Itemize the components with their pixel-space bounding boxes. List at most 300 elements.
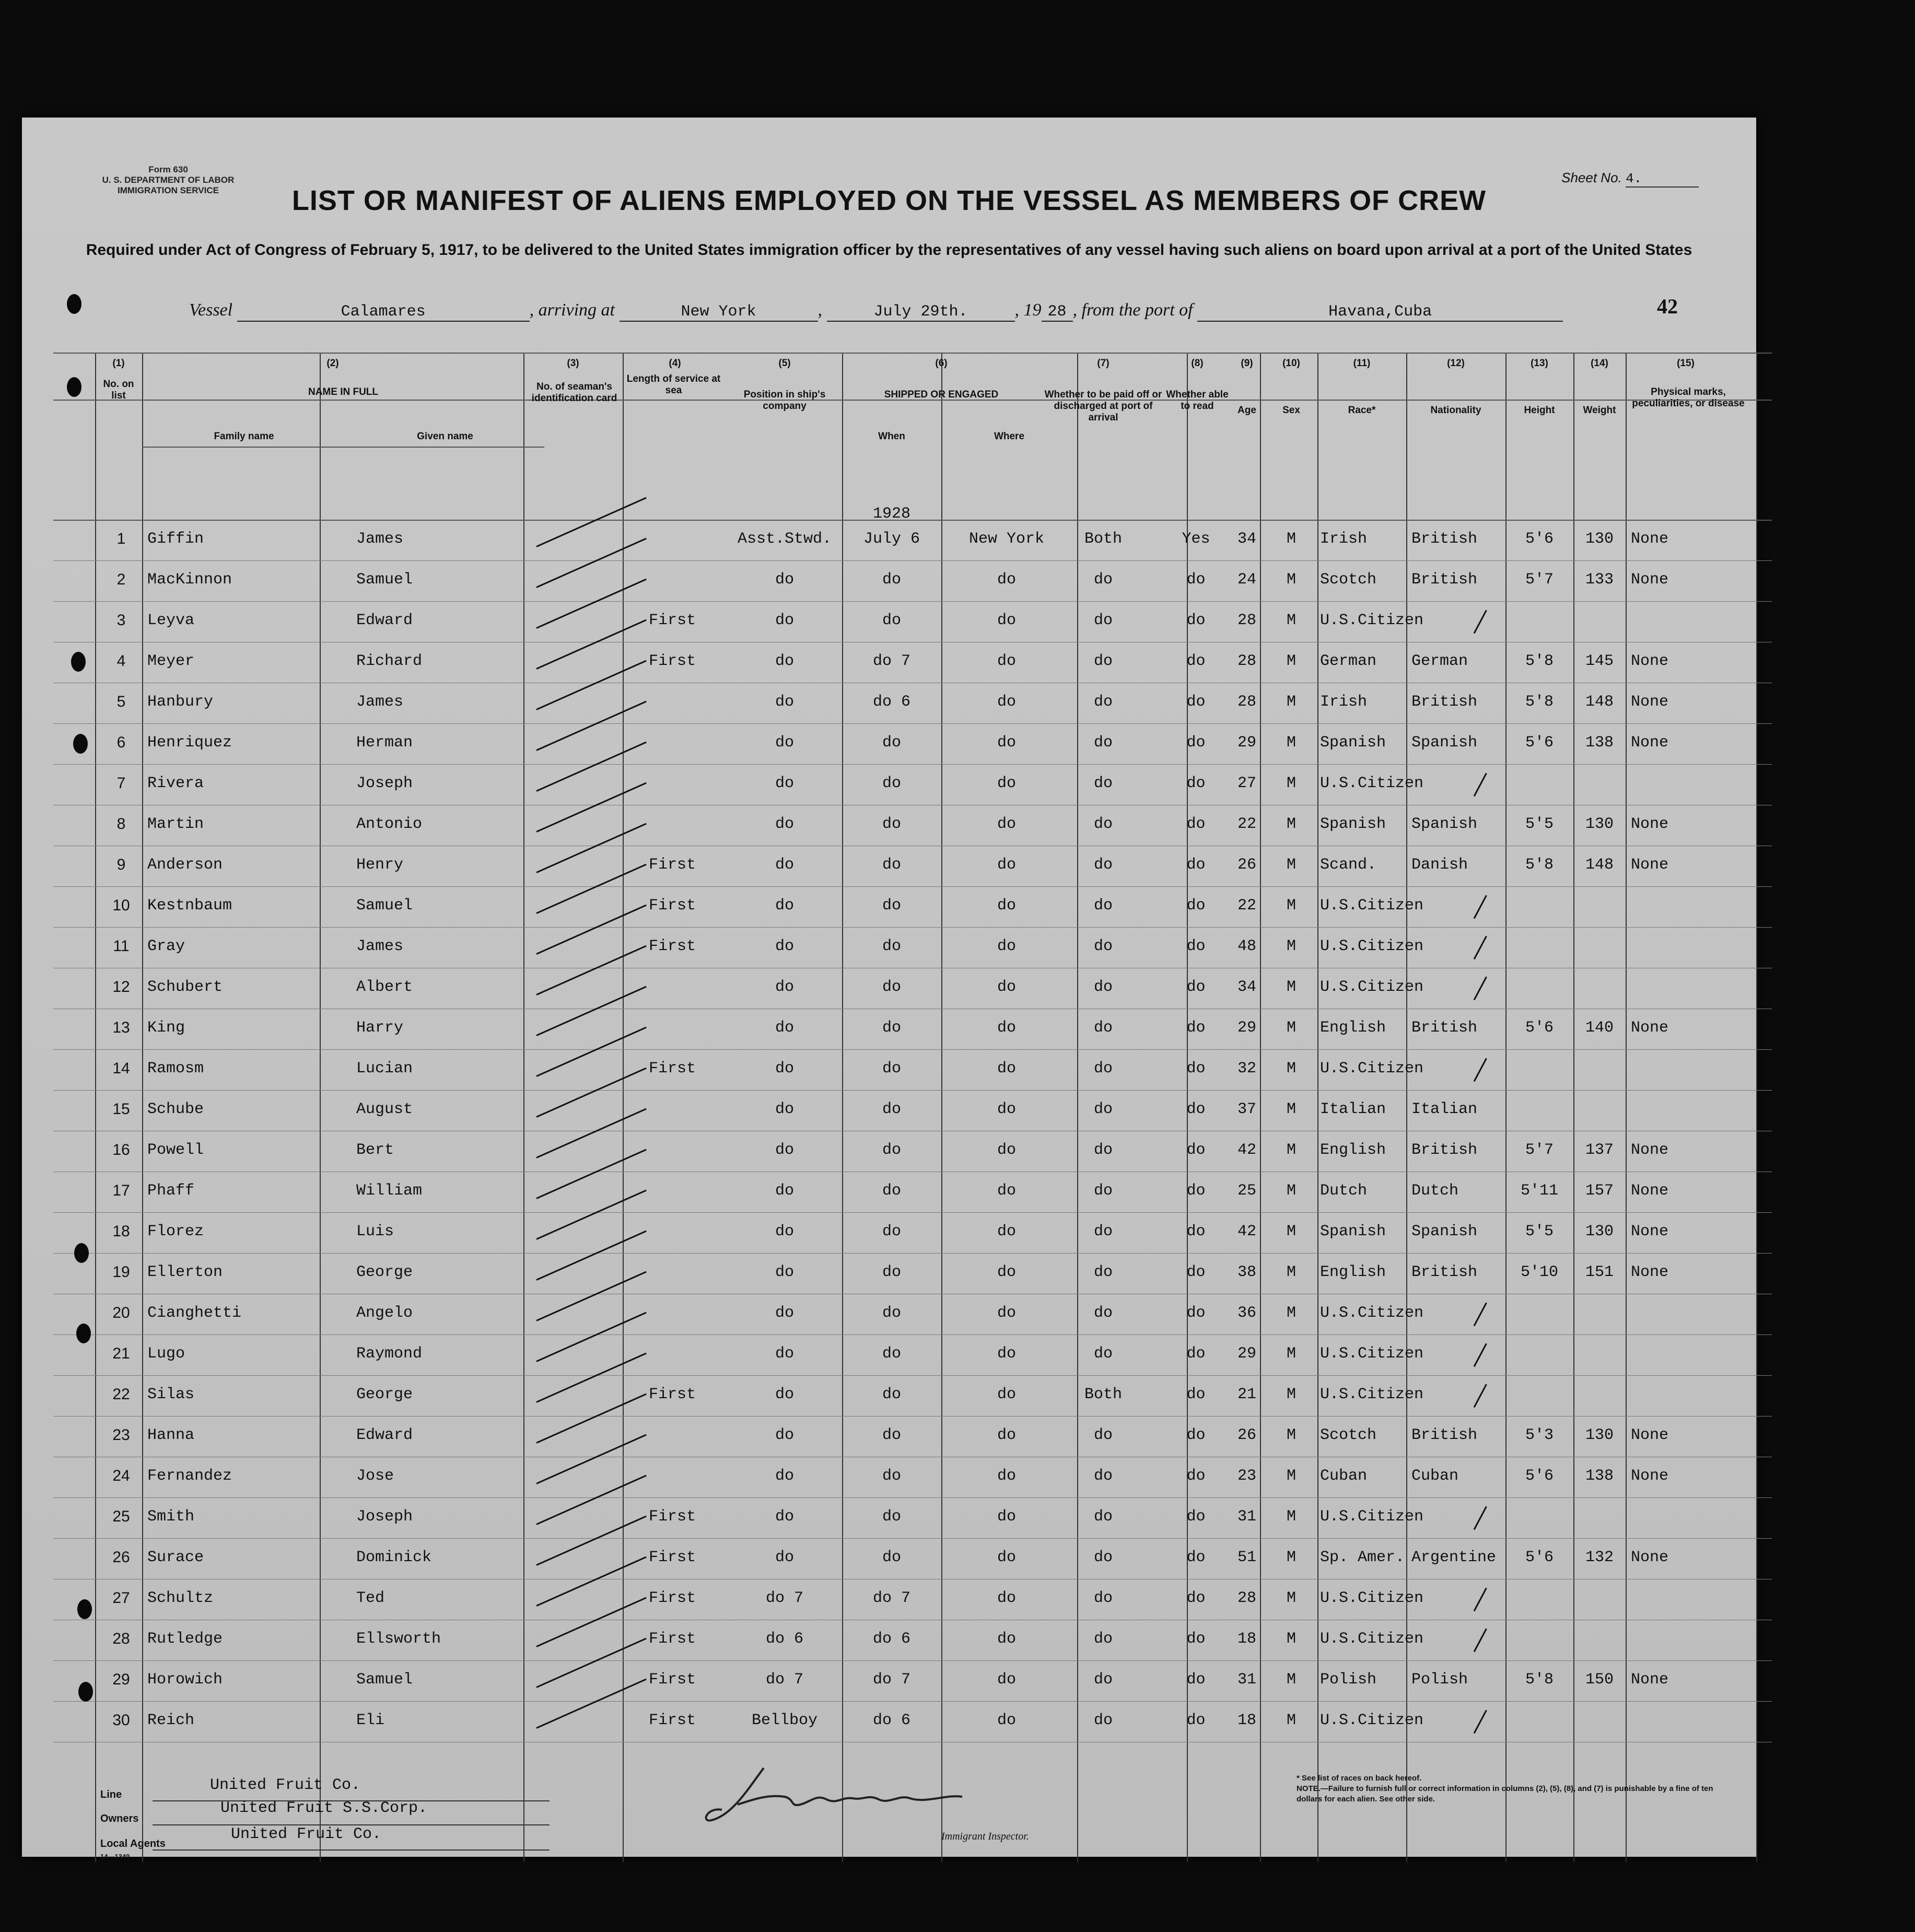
cell-marks: None (1631, 652, 1669, 670)
cell-when: do 6 (872, 1630, 910, 1648)
cell-no: 6 (116, 734, 126, 751)
cell-race: U.S.Citizen (1320, 897, 1424, 915)
cell-age: 26 (1237, 856, 1256, 874)
header-nationality: Nationality (1430, 405, 1481, 416)
cell-where: do (997, 1671, 1016, 1689)
vessel-name: Calamares (237, 303, 530, 322)
cell-nationality: Spanish (1411, 1223, 1478, 1240)
row-rule (53, 1049, 1772, 1050)
cell-nationality: British (1411, 530, 1478, 548)
cell-marks: None (1631, 1263, 1669, 1281)
row-rule (53, 1375, 1772, 1376)
header-where: Where (994, 431, 1025, 442)
cell-where: do (997, 693, 1016, 711)
cell-race: U.S.Citizen (1320, 1386, 1424, 1403)
cell-when: do (882, 1304, 901, 1322)
cell-sex: M (1286, 1223, 1296, 1240)
cell-nationality: British (1411, 1141, 1478, 1159)
cell-race: U.S.Citizen (1320, 1060, 1424, 1078)
cell-age: 22 (1237, 815, 1256, 833)
cell-paid: do (1093, 1019, 1113, 1037)
cell-age: 36 (1237, 1304, 1256, 1322)
cell-paid: do (1093, 1508, 1113, 1526)
cell-position: do (775, 938, 794, 955)
header-physical-marks: Physical marks, peculiarities, or disease (1632, 387, 1745, 409)
cell-position: do (775, 856, 794, 874)
header-shipped: SHIPPED OR ENGAGED (884, 389, 999, 400)
cell-marks: None (1631, 1671, 1669, 1689)
cell-position: do (775, 734, 794, 752)
cell-weight: 137 (1585, 1141, 1614, 1159)
cell-race: U.S.Citizen (1320, 978, 1424, 996)
cell-nationality: Polish (1411, 1671, 1468, 1689)
cell-read: do (1186, 775, 1206, 792)
row-rule (53, 1212, 1772, 1213)
cell-given: Ellsworth (356, 1630, 441, 1648)
cell-position: do (775, 978, 794, 996)
cell-given: Harry (356, 1019, 404, 1037)
cell-marks: None (1631, 1549, 1669, 1566)
cell-sex: M (1286, 815, 1296, 833)
header-age: Age (1237, 405, 1256, 416)
cell-read: Yes (1182, 530, 1210, 548)
cell-sex: M (1286, 978, 1296, 996)
tick-icon (1474, 1629, 1487, 1653)
cell-where: New York (968, 530, 1045, 548)
cell-read: do (1186, 734, 1206, 752)
cell-no: 19 (112, 1263, 130, 1281)
cell-read: do (1186, 1386, 1206, 1403)
cell-service: First (648, 612, 696, 629)
cell-read: do (1186, 1141, 1206, 1159)
checkmark-icon (536, 660, 646, 710)
checkmark-icon (536, 1108, 646, 1158)
cell-position: do 6 (765, 1630, 803, 1648)
cell-given: Edward (356, 1426, 413, 1444)
checkmark-icon (536, 1149, 646, 1199)
cell-sex: M (1286, 1345, 1296, 1363)
inspector-label: Immigrant Inspector. (941, 1831, 1029, 1842)
cell-position: do (775, 1304, 794, 1322)
cell-where: do (997, 978, 1016, 996)
cell-marks: None (1631, 1426, 1669, 1444)
cell-when: do (882, 1508, 901, 1526)
cell-where: do (997, 1182, 1016, 1200)
cell-given: William (356, 1182, 423, 1200)
cell-family: Fernandez (147, 1467, 232, 1485)
cell-no: 18 (112, 1223, 130, 1240)
cell-when: do (882, 978, 901, 996)
cell-where: do (997, 1426, 1016, 1444)
from-label: from the port of (1081, 300, 1193, 320)
cell-where: do (997, 1630, 1016, 1648)
row-rule (53, 1701, 1772, 1702)
cell-age: 29 (1237, 1345, 1256, 1363)
punch-hole (77, 1599, 92, 1619)
cell-when: do (882, 856, 901, 874)
cell-position: Asst.Stwd. (737, 530, 832, 548)
tick-icon (1474, 773, 1487, 797)
cell-where: do (997, 652, 1016, 670)
cell-family: MacKinnon (147, 571, 232, 589)
cell-weight: 138 (1585, 734, 1614, 752)
agents-value: United Fruit Co. (231, 1825, 382, 1843)
page-subtitle: Required under Act of Congress of February 5, 1917, to be delivered to the United States immigration officer by the representatives of any vessel having such aliens on board upon arrival at a port of the United States (86, 241, 1692, 259)
row-rule (53, 1538, 1772, 1539)
cell-no: 25 (112, 1508, 130, 1525)
cell-no: 28 (112, 1630, 130, 1647)
cell-no: 3 (116, 612, 126, 629)
cell-sex: M (1286, 1304, 1296, 1322)
row-rule (53, 764, 1772, 765)
cell-sex: M (1286, 1019, 1296, 1037)
cell-marks: None (1631, 1467, 1669, 1485)
cell-position: do 7 (765, 1589, 803, 1607)
column-number: (3) (567, 358, 579, 369)
cell-no: 13 (112, 1019, 130, 1036)
cell-position: do (775, 1263, 794, 1281)
cell-read: do (1186, 1467, 1206, 1485)
cell-race: U.S.Citizen (1320, 1630, 1424, 1648)
cell-race: English (1320, 1019, 1386, 1037)
cell-given: Henry (356, 856, 404, 874)
punch-hole (74, 1243, 89, 1263)
cell-nationality: British (1411, 1263, 1478, 1281)
cell-nationality: British (1411, 1019, 1478, 1037)
cell-read: do (1186, 1019, 1206, 1037)
tick-icon (1474, 1506, 1487, 1530)
cell-height: 5'6 (1525, 1467, 1554, 1485)
cell-service: First (648, 1508, 696, 1526)
cell-read: do (1186, 1630, 1206, 1648)
cell-paid: do (1093, 1060, 1113, 1078)
tick-icon (1474, 1343, 1487, 1367)
cell-given: Luis (356, 1223, 394, 1240)
cell-weight: 130 (1585, 1426, 1614, 1444)
cell-sex: M (1286, 571, 1296, 589)
cell-age: 51 (1237, 1549, 1256, 1566)
cell-paid: do (1093, 734, 1113, 752)
cell-read: do (1186, 856, 1206, 874)
cell-when: do (882, 571, 901, 589)
cell-where: do (997, 1223, 1016, 1240)
column-number: (5) (778, 358, 791, 369)
cell-paid: do (1093, 1426, 1113, 1444)
cell-when: do 7 (872, 652, 910, 670)
cell-where: do (997, 612, 1016, 629)
cell-service: First (648, 652, 696, 670)
cell-position: do (775, 693, 794, 711)
column-number: (8) (1191, 358, 1204, 369)
cell-position: do (775, 652, 794, 670)
header-able-to-read: Whether able to read (1166, 389, 1229, 412)
arriving-label: arriving at (538, 300, 615, 320)
cell-paid: do (1093, 1671, 1113, 1689)
cell-position: do 7 (765, 1671, 803, 1689)
cell-nationality: British (1411, 693, 1478, 711)
cell-paid: do (1093, 693, 1113, 711)
cell-age: 31 (1237, 1508, 1256, 1526)
cell-weight: 148 (1585, 856, 1614, 874)
cell-race: Scotch (1320, 1426, 1377, 1444)
column-divider (842, 353, 843, 1862)
sheet-value: 4. (1626, 171, 1699, 188)
cell-no: 2 (116, 571, 126, 588)
cell-age: 28 (1237, 693, 1256, 711)
column-number: (2) (326, 358, 339, 369)
cell-race: U.S.Citizen (1320, 1589, 1424, 1607)
column-number: (15) (1677, 358, 1695, 369)
cell-race: English (1320, 1263, 1386, 1281)
cell-sex: M (1286, 1386, 1296, 1403)
cell-paid: do (1093, 938, 1113, 955)
manifest-sheet (22, 118, 1756, 1860)
header-sex: Sex (1282, 405, 1300, 416)
cell-paid: do (1093, 1223, 1113, 1240)
cell-read: do (1186, 1712, 1206, 1729)
cell-family: Gray (147, 938, 185, 955)
page-number: 42 (1657, 295, 1678, 318)
tick-icon (1474, 610, 1487, 634)
cell-age: 42 (1237, 1223, 1256, 1240)
cell-read: do (1186, 1345, 1206, 1363)
cell-where: do (997, 571, 1016, 589)
cell-paid: do (1093, 571, 1113, 589)
cell-read: do (1186, 1100, 1206, 1118)
cell-family: Horowich (147, 1671, 223, 1689)
cell-race: Polish (1320, 1671, 1377, 1689)
cell-service: First (648, 1630, 696, 1648)
cell-given: Samuel (356, 897, 413, 915)
cell-height: 5'8 (1525, 1671, 1554, 1689)
cell-weight: 130 (1585, 815, 1614, 833)
cell-where: do (997, 734, 1016, 752)
cell-family: Cianghetti (147, 1304, 242, 1322)
cell-weight: 140 (1585, 1019, 1614, 1037)
cell-position: Bellboy (751, 1712, 818, 1729)
cell-family: Phaff (147, 1182, 195, 1200)
cell-service: First (648, 1060, 696, 1078)
cell-age: 37 (1237, 1100, 1256, 1118)
cell-race: U.S.Citizen (1320, 612, 1424, 629)
cell-given: James (356, 530, 404, 548)
cell-position: do (775, 612, 794, 629)
cell-paid: do (1093, 1467, 1113, 1485)
checkmark-icon (536, 1231, 646, 1281)
cell-race: Sp. Amer. (1320, 1549, 1405, 1566)
cell-paid: do (1093, 775, 1113, 792)
header-no-on-list: No. on list (103, 379, 134, 401)
cell-weight: 150 (1585, 1671, 1614, 1689)
cell-family: Schubert (147, 978, 223, 996)
cell-paid: do (1093, 1345, 1113, 1363)
agents-underline (153, 1849, 550, 1851)
cell-service: First (648, 938, 696, 955)
cell-read: do (1186, 693, 1206, 711)
header-when: When (878, 431, 905, 442)
checkmark-icon (536, 701, 646, 751)
cell-given: Antonio (356, 815, 423, 833)
cell-paid: do (1093, 612, 1113, 629)
cell-service: First (648, 897, 696, 915)
cell-when: do (882, 938, 901, 955)
cell-when: do 7 (872, 1589, 910, 1607)
cell-read: do (1186, 1671, 1206, 1689)
cell-read: do (1186, 1304, 1206, 1322)
checkmark-icon (536, 1271, 646, 1321)
cell-read: do (1186, 1223, 1206, 1240)
column-divider (95, 353, 96, 1862)
cell-read: do (1186, 1508, 1206, 1526)
cell-family: Lugo (147, 1345, 185, 1363)
row-rule (53, 560, 1772, 561)
cell-marks: None (1631, 571, 1669, 589)
cell-given: Ted (356, 1589, 385, 1607)
cell-given: James (356, 693, 404, 711)
cell-sex: M (1286, 530, 1296, 548)
header-family-name: Family name (214, 431, 274, 442)
tick-icon (1474, 936, 1487, 960)
cell-no: 12 (112, 978, 130, 996)
cell-where: do (997, 1304, 1016, 1322)
cell-family: Rutledge (147, 1630, 223, 1648)
cell-no: 27 (112, 1589, 130, 1607)
cell-given: Samuel (356, 571, 413, 589)
cell-paid: do (1093, 815, 1113, 833)
cell-sex: M (1286, 938, 1296, 955)
column-number: (10) (1282, 358, 1300, 369)
column-number: (7) (1097, 358, 1110, 369)
cell-paid: do (1093, 652, 1113, 670)
cell-where: do (997, 856, 1016, 874)
column-divider (1317, 353, 1318, 1862)
cell-race: Scand. (1320, 856, 1377, 874)
column-number: (13) (1531, 358, 1548, 369)
cell-where: do (997, 1549, 1016, 1566)
cell-where: do (997, 775, 1016, 792)
cell-nationality: Cuban (1411, 1467, 1459, 1485)
crew-table (22, 118, 1756, 1857)
cell-when: do (882, 1467, 901, 1485)
cell-age: 34 (1237, 530, 1256, 548)
cell-given: Albert (356, 978, 413, 996)
cell-marks: None (1631, 530, 1669, 548)
page-title: LIST OR MANIFEST OF ALIENS EMPLOYED ON THE VESSEL AS MEMBERS OF CREW (291, 185, 1487, 216)
cell-race: Dutch (1320, 1182, 1368, 1200)
cell-height: 5'6 (1525, 530, 1554, 548)
cell-position: do (775, 1182, 794, 1200)
cell-race: U.S.Citizen (1320, 1304, 1424, 1322)
cell-when: do (882, 1263, 901, 1281)
cell-nationality: German (1411, 652, 1468, 670)
cell-sex: M (1286, 856, 1296, 874)
cell-age: 27 (1237, 775, 1256, 792)
cell-no: 8 (116, 815, 126, 833)
tick-icon (1474, 1588, 1487, 1612)
cell-nationality: Argentine (1411, 1549, 1497, 1566)
year-suffix: 28 (1042, 303, 1073, 322)
inspector-signature (701, 1758, 973, 1839)
agents-label: Local Agents (100, 1838, 166, 1849)
cell-given: Herman (356, 734, 413, 752)
cell-no: 20 (112, 1304, 130, 1321)
cell-when: do (882, 897, 901, 915)
cell-where: do (997, 1060, 1016, 1078)
cell-position: do (775, 897, 794, 915)
cell-when: do (882, 1345, 901, 1363)
cell-no: 30 (112, 1712, 130, 1729)
punch-hole (67, 294, 81, 314)
cell-when: do (882, 815, 901, 833)
owners-label: Owners (100, 1813, 139, 1824)
cell-no: 9 (116, 856, 126, 873)
cell-where: do (997, 1386, 1016, 1403)
cell-nationality: Dutch (1411, 1182, 1459, 1200)
cell-read: do (1186, 612, 1206, 629)
punch-hole (78, 1682, 93, 1702)
cell-weight: 133 (1585, 571, 1614, 589)
cell-sex: M (1286, 1589, 1296, 1607)
cell-given: Eli (356, 1712, 385, 1729)
cell-paid: do (1093, 1304, 1113, 1322)
cell-height: 5'5 (1525, 1223, 1554, 1240)
checkmark-icon (536, 1312, 646, 1362)
line-value: United Fruit Co. (210, 1776, 361, 1794)
cell-given: James (356, 938, 404, 955)
shipped-year: 1928 (872, 505, 910, 523)
checkmark-icon (536, 1434, 646, 1484)
cell-age: 48 (1237, 938, 1256, 955)
column-number: (9) (1241, 358, 1253, 369)
cell-marks: None (1631, 1223, 1669, 1240)
cell-nationality: Italian (1411, 1100, 1478, 1118)
checkmark-icon (536, 986, 646, 1036)
cell-where: do (997, 938, 1016, 955)
cell-read: do (1186, 978, 1206, 996)
cell-height: 5'10 (1520, 1263, 1558, 1281)
cell-when: do (882, 612, 901, 629)
cell-when: July 6 (863, 530, 920, 548)
cell-weight: 132 (1585, 1549, 1614, 1566)
cell-where: do (997, 1345, 1016, 1363)
cell-read: do (1186, 571, 1206, 589)
cell-nationality: Spanish (1411, 734, 1478, 752)
cell-where: do (997, 1019, 1016, 1037)
checkmark-icon (536, 497, 646, 547)
service-name: IMMIGRATION SERVICE (118, 185, 219, 195)
cell-paid: Both (1084, 1386, 1122, 1403)
cell-where: do (997, 1508, 1016, 1526)
cell-sex: M (1286, 1263, 1296, 1281)
cell-no: 5 (116, 693, 126, 710)
punch-hole (73, 734, 88, 754)
owners-value: United Fruit S.S.Corp. (220, 1799, 428, 1817)
cell-family: Rivera (147, 775, 204, 792)
cell-read: do (1186, 1182, 1206, 1200)
cell-family: Kestnbaum (147, 897, 232, 915)
cell-age: 26 (1237, 1426, 1256, 1444)
cell-sex: M (1286, 897, 1296, 915)
cell-given: Raymond (356, 1345, 423, 1363)
row-rule (53, 886, 1772, 887)
cell-no: 26 (112, 1549, 130, 1566)
cell-race: U.S.Citizen (1320, 1508, 1424, 1526)
cell-when: do (882, 1549, 901, 1566)
cell-sex: M (1286, 1671, 1296, 1689)
tick-icon (1474, 1058, 1487, 1082)
cell-family: Henriquez (147, 734, 232, 752)
cell-family: Smith (147, 1508, 195, 1526)
